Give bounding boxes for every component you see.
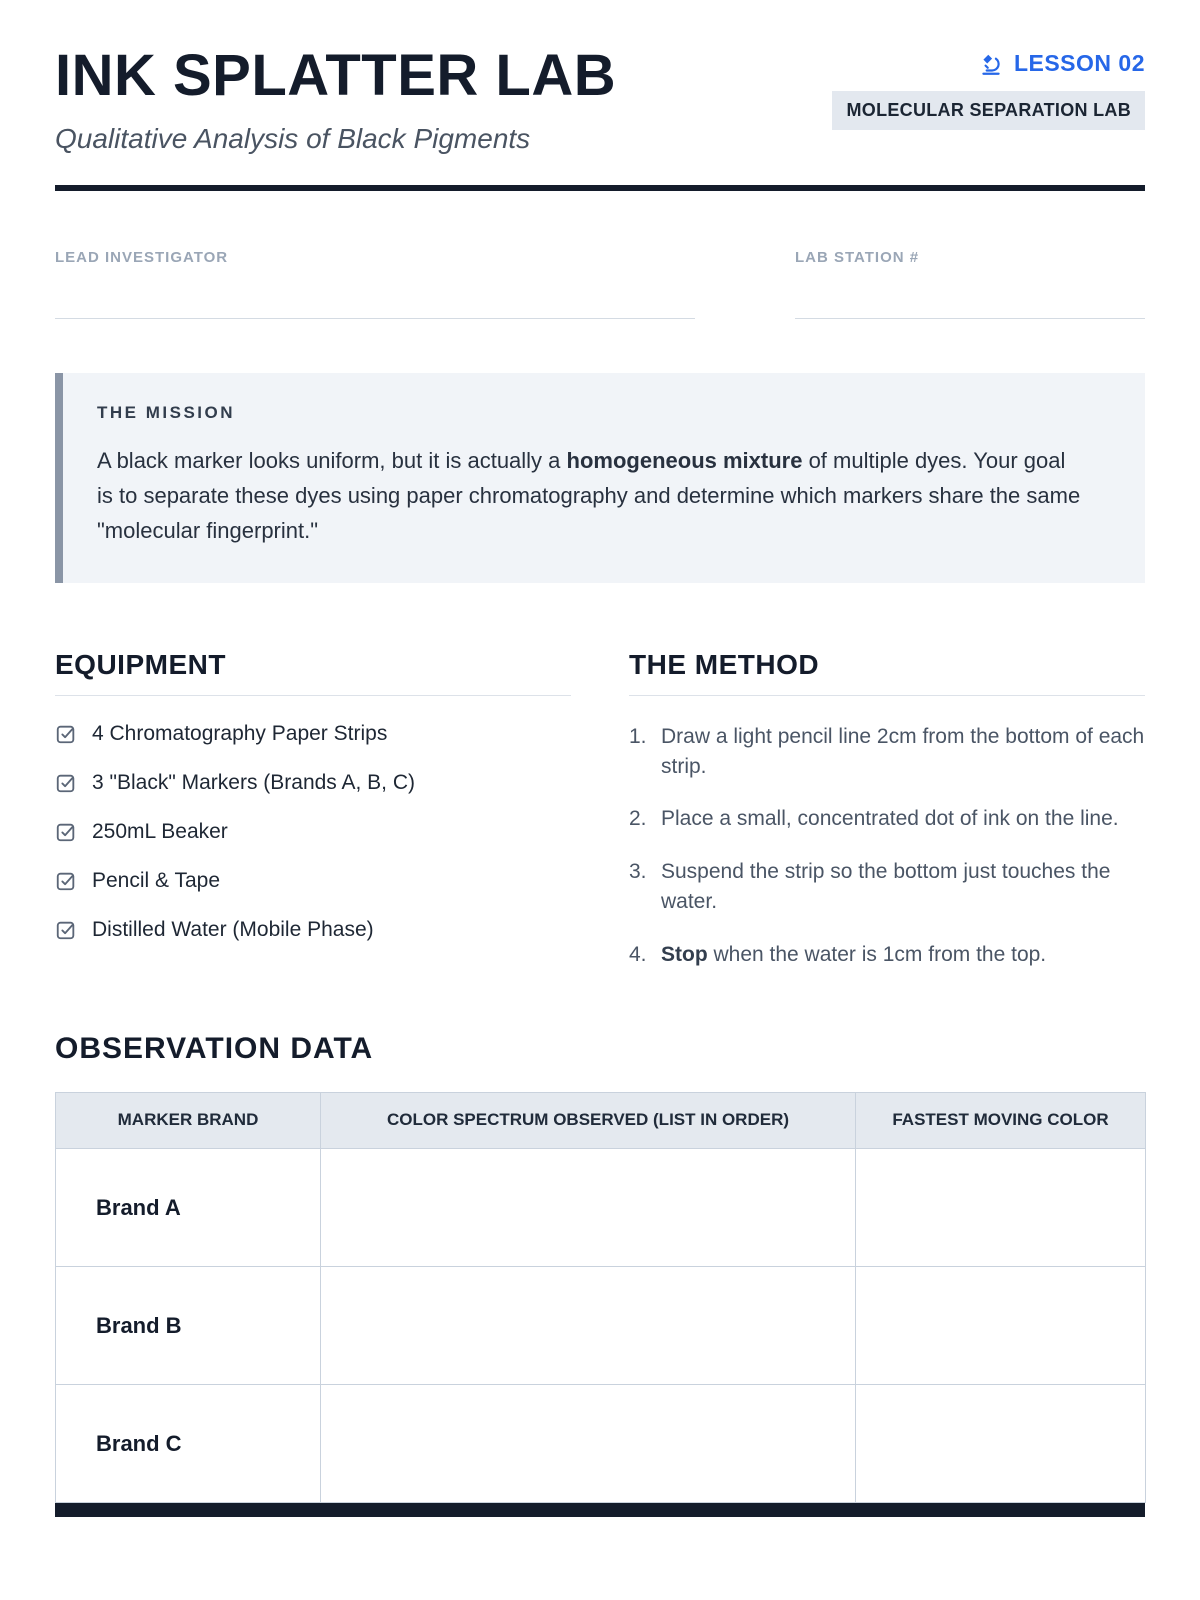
step-body: when the water is 1cm from the top. (707, 942, 1047, 966)
equipment-item (55, 771, 571, 795)
step-number: 1. (629, 724, 647, 748)
lab-type-badge: MOLECULAR SEPARATION LAB (832, 91, 1145, 130)
fastest-input-cell[interactable] (856, 1149, 1146, 1267)
step-text (661, 722, 1145, 783)
spectrum-input-cell[interactable] (321, 1385, 856, 1503)
page-title: INK SPLATTER LAB (55, 43, 617, 108)
table-row (56, 1267, 1146, 1385)
brand-label: Brand B (56, 1267, 321, 1385)
fastest-input-cell[interactable] (856, 1385, 1146, 1503)
table-row (56, 1385, 1146, 1503)
checkbox-icon (55, 723, 77, 745)
equipment-item (55, 820, 571, 844)
field-spacer (695, 249, 795, 319)
method-step (629, 857, 1145, 918)
step-body: Suspend the strip so the bottom just touches the water. (661, 859, 1111, 914)
checkbox-icon (55, 919, 77, 941)
method-column (629, 649, 1145, 971)
equipment-item (55, 869, 571, 893)
spectrum-input-cell[interactable] (321, 1149, 856, 1267)
step-number: 3. (629, 859, 647, 883)
mission-text-bold: homogeneous mixture (566, 448, 803, 473)
table-header-row (56, 1093, 1146, 1149)
lab-station-label: LAB STATION # (795, 249, 920, 266)
table-row (56, 1149, 1146, 1267)
equipment-item (55, 918, 571, 942)
equipment-item-label: 250mL Beaker (92, 819, 228, 843)
equipment-item (55, 722, 571, 746)
column-header-fastest-color: FASTEST MOVING COLOR (856, 1093, 1146, 1149)
column-header-color-spectrum: COLOR SPECTRUM OBSERVED (LIST IN ORDER) (321, 1093, 856, 1149)
column-header-marker-brand: MARKER BRAND (56, 1093, 321, 1149)
equipment-item-label: 3 "Black" Markers (Brands A, B, C) (92, 770, 415, 794)
header-left (55, 42, 616, 155)
observation-heading: OBSERVATION DATA (55, 1032, 374, 1066)
spectrum-input-cell[interactable] (321, 1267, 856, 1385)
page-subtitle: Qualitative Analysis of Black Pigments (55, 123, 531, 154)
checkbox-icon (55, 821, 77, 843)
fastest-input-cell[interactable] (856, 1267, 1146, 1385)
checkbox-icon (55, 870, 77, 892)
equipment-heading: EQUIPMENT (55, 649, 571, 696)
equipment-item-label: Distilled Water (Mobile Phase) (92, 917, 374, 941)
mission-heading: THE MISSION (97, 403, 236, 422)
mission-text-before: A black marker looks uniform, but it is actually a (97, 448, 567, 473)
step-text (661, 857, 1145, 918)
header-right (832, 50, 1145, 130)
lab-station-input[interactable] (795, 318, 1145, 319)
step-number: 4. (629, 942, 647, 966)
mission-body (97, 443, 1087, 549)
lesson-row (978, 50, 1145, 77)
equipment-list (55, 722, 571, 942)
method-list (629, 722, 1145, 971)
method-step (629, 722, 1145, 783)
equipment-column (55, 649, 571, 971)
step-bold: Stop (661, 942, 708, 966)
step-body: Draw a light pencil line 2cm from the bottom of each strip. (661, 724, 1145, 778)
method-heading: THE METHOD (629, 649, 1145, 696)
equipment-item-label: Pencil & Tape (92, 868, 221, 892)
step-number: 2. (629, 807, 647, 831)
step-text (661, 940, 1046, 970)
step-text (661, 804, 1119, 834)
footer-bar (55, 1503, 1145, 1517)
header-divider (55, 185, 1145, 191)
step-body: Place a small, concentrated dot of ink on the line. (661, 807, 1119, 831)
mission-text-after: of multiple dyes. Your goal is to separate these dyes using paper chromatography and determine which markers share the same "molecular fingerprint." (97, 448, 1081, 544)
lead-investigator-input[interactable] (55, 318, 695, 319)
equipment-item-label: 4 Chromatography Paper Strips (92, 721, 388, 745)
observation-table (55, 1092, 1146, 1503)
fill-in-fields (55, 249, 1145, 319)
microscope-icon (978, 51, 1004, 77)
two-column-section (55, 649, 1145, 971)
lead-investigator-label: LEAD INVESTIGATOR (55, 249, 229, 266)
brand-label: Brand C (56, 1385, 321, 1503)
method-step (629, 940, 1145, 970)
brand-label: Brand A (56, 1149, 321, 1267)
lesson-label: LESSON 02 (1013, 50, 1145, 76)
lead-investigator-field (55, 249, 695, 319)
checkbox-icon (55, 772, 77, 794)
lab-station-field (795, 249, 1145, 319)
method-step (629, 804, 1145, 834)
header (55, 42, 1145, 155)
mission-callout (55, 373, 1145, 583)
